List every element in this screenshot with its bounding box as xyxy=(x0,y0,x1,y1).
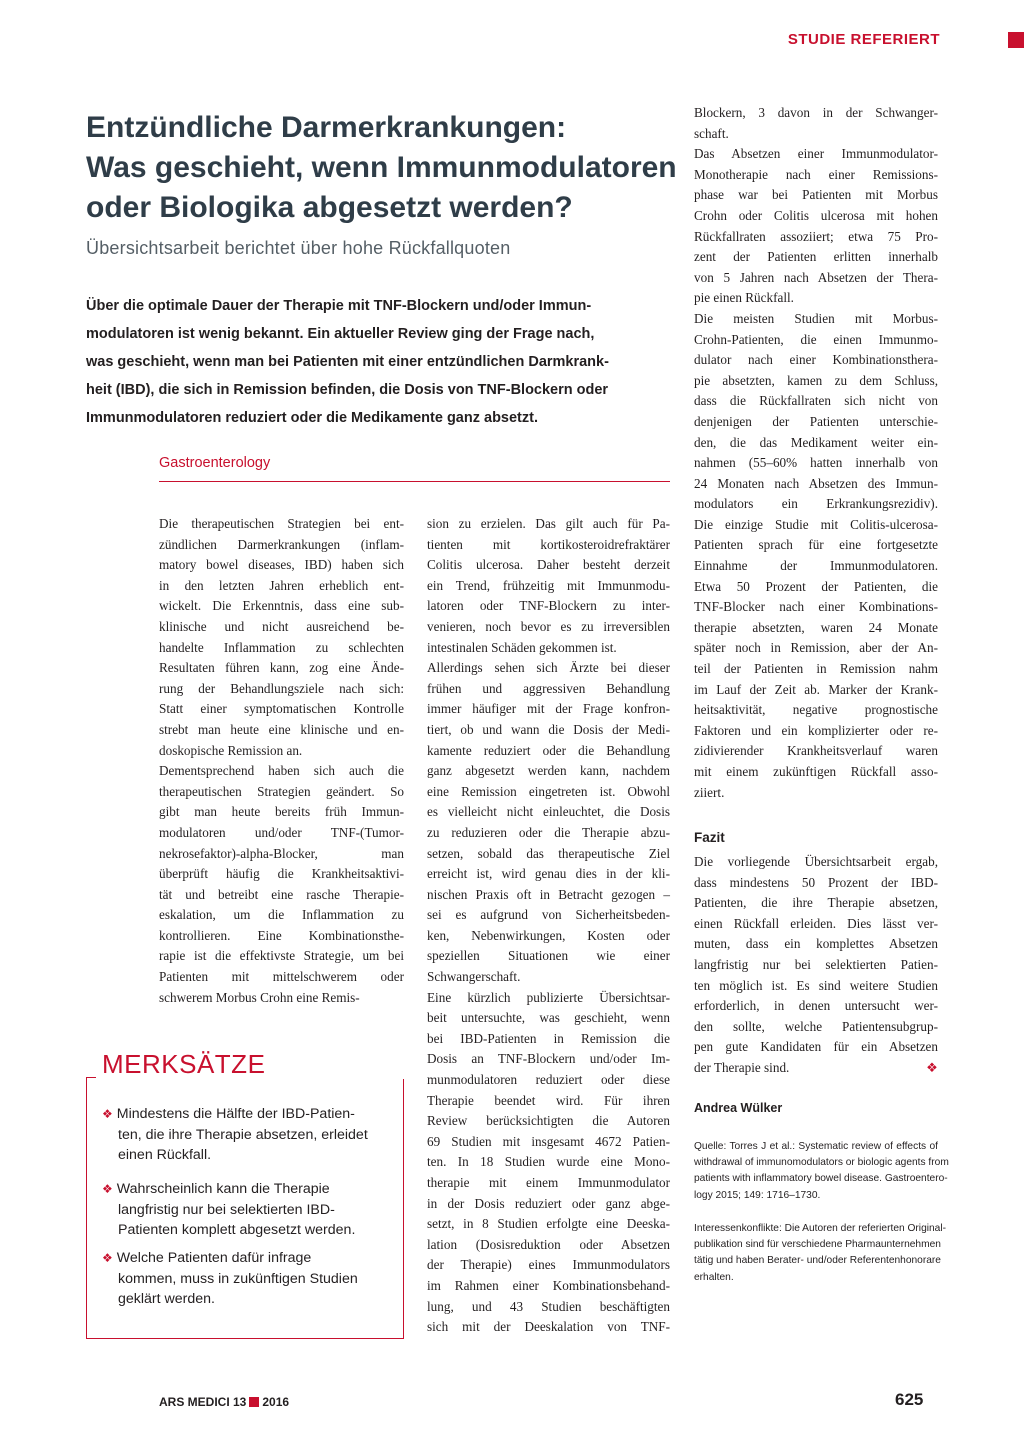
body-text-line: bei IBD-Patienten in Remission die xyxy=(427,1030,670,1046)
body-text-line: therapeutischen Strategien geändert. So xyxy=(159,783,404,799)
journal-year: 2016 xyxy=(262,1395,290,1409)
body-text-line: ten. In 18 Studien wurde eine Mono- xyxy=(427,1154,670,1170)
body-text-line: Colitis ulcerosa. Daher besteht derzeit xyxy=(427,557,670,573)
body-text-line: im Rahmen einer Kombinationsbehand- xyxy=(427,1277,670,1293)
body-column-2 xyxy=(427,514,670,1338)
fazit-line: dass mindestens 50 Prozent der IBD- xyxy=(694,874,938,890)
key-point-line: Patienten komplett abgesetzt werden. xyxy=(118,1222,356,1238)
body-text-line: rapie ist die effektivste Strategie, um bei xyxy=(159,948,404,964)
body-text-line: schwerem Morbus Crohn eine Remis- xyxy=(159,989,360,1005)
body-text-line: Etwa 50 Prozent der Patienten, die xyxy=(694,578,938,594)
body-text-line: Resultaten führen kann, zog eine Ände- xyxy=(159,660,404,676)
body-text-line: TNF-Blocker nach einer Kombinations- xyxy=(694,599,938,615)
body-text-line: Blockern, 3 davon in der Schwanger- xyxy=(694,105,938,120)
lead-line: Über die optimale Dauer der Therapie mit TNF-Blockern und/oder Immun- xyxy=(86,298,592,314)
body-text-line: Crohn oder Colitis ulcerosa mit hohen xyxy=(694,207,938,223)
fazit-paragraph xyxy=(694,852,938,1079)
body-text-line: klinische und nicht ausreichend be- xyxy=(159,618,404,634)
body-text-line: Die einzige Studie mit Colitis-ulcerosa- xyxy=(694,516,938,532)
article-title xyxy=(86,108,686,228)
body-text-line: zent der Patienten erlitten innerhalb xyxy=(694,249,938,265)
footer-journal xyxy=(159,1395,289,1409)
body-text-line: gibt man heute bereits früh Immun- xyxy=(159,804,404,820)
body-text-line: ein Trend, frühzeitig mit Immunmodu- xyxy=(427,577,670,593)
body-text-line: heitsaktivität, negative prognostische xyxy=(694,702,938,718)
citation-line: patients with inflammatory bowel disease. Gastroentero- xyxy=(694,1173,948,1185)
fazit-line: einen Rückfall erleiden. Dies lässt ver- xyxy=(694,915,938,931)
body-text-line: Statt einer symptomatischen Kontrolle xyxy=(159,701,404,717)
fazit-line: muten, dass ein komplettes Absetzen xyxy=(694,936,938,952)
body-text-line: schaft. xyxy=(694,125,729,141)
body-text-line: beit untersuchte, was geschieht, wenn xyxy=(427,1010,670,1026)
body-text-line: im Lauf der Zeit ab. Marker der Krank- xyxy=(694,681,938,697)
body-text-line: Einnahme der Immunmodulatoren. xyxy=(694,558,938,574)
body-text-line: sei es aufgrund von Sicherheitsbeden- xyxy=(427,907,670,923)
fazit-line: pen gute Kandidaten für ein Absetzen xyxy=(694,1039,938,1055)
key-point-line: ❖ Wahrscheinlich kann die Therapie xyxy=(102,1181,330,1197)
body-text-line: frühen und aggressiven Behandlung xyxy=(427,680,670,696)
key-points-title: MERKSÄTZE xyxy=(102,1049,266,1079)
body-text-line: Therapie beendet wird. Für ihren xyxy=(427,1092,670,1108)
body-text-line: 69 Studien mit insgesamt 4672 Patien- xyxy=(427,1133,670,1149)
body-text-line: therapie absetzten, waren 24 Monate xyxy=(694,619,938,635)
body-text-line: von 5 Jahren nach Absetzen der Thera- xyxy=(694,269,938,285)
body-text-line: erreicht ist, wird genau dies in der kli- xyxy=(427,866,670,882)
body-text-line: immer häufiger mit der Frage konfron- xyxy=(427,701,670,717)
fazit-line: langfristig nur bei selektierten Patien- xyxy=(694,956,938,972)
body-text-line: Crohn-Patienten, die einen Immunmo- xyxy=(694,331,938,347)
key-point-line: ten, die ihre Therapie absetzen, erleidet xyxy=(118,1126,368,1143)
body-text-line: ganz abgesetzt werden kann, nachdem xyxy=(427,763,670,779)
body-text-line: überprüft häufig die Krankheitsaktivi- xyxy=(159,866,404,882)
body-text-line: es vielleicht nicht einleuchtet, die Dosis xyxy=(427,804,670,820)
body-text-line: in den letzten Jahren erheblich ent- xyxy=(159,577,404,593)
body-text-line: intestinalen Schäden gekommen ist. xyxy=(427,639,617,655)
body-text-line: pie absetzten, kamen zu dem Schluss, xyxy=(694,372,938,388)
fazit-line: ten möglich ist. Es sind weitere Studien xyxy=(694,977,938,993)
author-name: Andrea Wülker xyxy=(694,1101,783,1115)
key-point-item xyxy=(102,1104,392,1166)
section-label: STUDIE REFERIERT xyxy=(787,31,940,48)
body-text-line: mit einem zukünftigen Rückfall asso- xyxy=(694,764,938,779)
lead-line: heit (IBD), die sich in Remission befinden, die Dosis von TNF-Blockern oder xyxy=(86,382,609,398)
diamond-bullet-icon: ❖ xyxy=(102,1182,113,1196)
key-points-title-gap xyxy=(270,1077,404,1079)
body-text-line: dulator nach einer Kombinationsthera- xyxy=(694,352,938,368)
lead-paragraph xyxy=(86,292,676,432)
fazit-line: erforderlich, in denen untersucht wer- xyxy=(694,998,938,1014)
body-text-line: matory bowel diseases, IBD) haben sich xyxy=(159,557,404,573)
conflicts-line: Interessenkonflikte: Die Autoren der referierten Original- xyxy=(694,1223,946,1234)
fazit-heading: Fazit xyxy=(694,830,725,845)
conflicts-line: tätig und haben Berater- und/oder Referentenhonorare xyxy=(694,1255,941,1267)
body-text-line: Das Absetzen einer Immunmodulator- xyxy=(694,146,938,162)
key-point-line: ❖ Mindestens die Hälfte der IBD-Patien- xyxy=(102,1106,355,1122)
body-text-line: lung, und 43 Studien beschäftigten xyxy=(427,1298,670,1314)
body-text-line: Die therapeutischen Strategien bei ent- xyxy=(159,516,404,531)
body-text-line: setzt, in 8 Studien erfolgte eine Deeska- xyxy=(427,1216,670,1232)
body-text-line: eskalation, um die Inflammation zu xyxy=(159,907,404,923)
body-text-line: Monotherapie nach einer Remissions- xyxy=(694,166,938,182)
body-text-line: handelte Inflammation zu schlechten xyxy=(159,639,404,655)
fazit-line: Patienten, die ihre Therapie absetzen, xyxy=(694,895,938,911)
key-point-line: kommen, muss in zukünftigen Studien xyxy=(118,1270,358,1287)
body-text-line: venieren, noch bevor es zu irreversiblen xyxy=(427,618,670,634)
conflicts-line: erhalten. xyxy=(694,1271,734,1283)
title-line: Entzündliche Darmerkrankungen: xyxy=(86,111,567,144)
body-text-line: denjenigen der Patienten unterschie- xyxy=(694,413,938,429)
body-text-line: setzen, sobald das therapeutische Ziel xyxy=(427,845,670,861)
title-line: Was geschieht, wenn Immunmodulatoren xyxy=(86,151,677,184)
lead-line: modulatoren ist wenig bekannt. Ein aktueller Review ging der Frage nach, xyxy=(86,326,595,342)
body-text-line: latoren oder TNF-Blockern zu inter- xyxy=(427,598,670,614)
body-text-line: zu reduzieren oder die Therapie abzu- xyxy=(427,824,670,840)
source-citation xyxy=(694,1139,949,1204)
key-point-line: ❖ Welche Patienten dafür infrage xyxy=(102,1250,312,1266)
body-text-line: tät und betreibt eine rasche Therapie- xyxy=(159,886,404,902)
body-text-line: nekrosefaktor)-alpha-Blocker, man xyxy=(159,845,404,861)
body-column-3 xyxy=(694,103,938,803)
body-text-line: therapie mit einem Immunmodulator xyxy=(427,1175,670,1190)
footer-marker-square xyxy=(249,1397,259,1407)
page-number: 625 xyxy=(895,1390,924,1409)
body-text-line: Rückfallraten assoziiert; etwa 75 Pro- xyxy=(694,228,938,244)
body-text-line: teil der Patienten in Remission nahm xyxy=(694,661,938,677)
article-subtitle: Übersichtsarbeit berichtet über hohe Rückfallquoten xyxy=(86,238,511,258)
lead-line: Immunmodulatoren reduziert oder die Medikamente ganz absetzt. xyxy=(86,410,538,426)
body-text-line: phase war bei Patienten mit Morbus xyxy=(694,187,938,203)
fazit-line: den sollte, welche Patientensubgrup- xyxy=(694,1018,938,1034)
body-text-line: kontrollieren. Eine Kombinationsthe- xyxy=(159,927,404,943)
body-text-line: modulators ein Erkrankungsrezidiv). xyxy=(694,496,938,512)
fazit-line: der Therapie sind. ❖ xyxy=(694,1058,938,1079)
body-text-line: Schwangerschaft. xyxy=(427,969,521,985)
body-text-line: tiert, ob und wann die Dosis der Medi- xyxy=(427,721,670,737)
source-journal-label: Gastroenterology xyxy=(159,455,271,471)
key-point-item xyxy=(102,1179,392,1241)
end-of-article-icon: ❖ xyxy=(926,1059,938,1075)
body-text-line: in der Dosis reduziert oder ganz abge- xyxy=(427,1195,670,1211)
body-text-line: den, die das Medikament weiter ein- xyxy=(694,434,938,450)
body-text-line: Dosis an TNF-Blockern und/oder Im- xyxy=(427,1051,670,1067)
body-text-line: Allerdings sehen sich Ärzte bei dieser xyxy=(427,660,670,676)
body-text-line: sion zu erzielen. Das gilt auch für Pa- xyxy=(427,516,670,531)
body-text-line: Patienten mit mittelschwerem oder xyxy=(159,969,404,985)
citation-line: logy 2015; 149: 1716–1730. xyxy=(694,1189,821,1201)
body-text-line: dass die Rückfallraten sich nicht von xyxy=(694,393,938,409)
conflicts-line: publikation sind für verschiedene Pharmaunternehmen xyxy=(694,1239,941,1251)
diamond-bullet-icon: ❖ xyxy=(102,1251,113,1265)
citation-line: Quelle: Torres J et al.: Systematic review of effects of xyxy=(694,1141,938,1152)
key-point-line: geklärt werden. xyxy=(118,1291,215,1307)
body-text-line: ken, Nebenwirkungen, Kosten oder xyxy=(427,927,670,943)
section-marker-square xyxy=(1008,32,1024,48)
lead-line: was geschieht, wenn man bei Patienten mit einer entzündlichen Darmkrank- xyxy=(86,354,609,370)
body-column-1 xyxy=(159,514,404,1008)
body-text-line: nahmen (55–60% hatten innerhalb von xyxy=(694,455,938,471)
body-text-line: rung der Behandlungsziele nach sich: xyxy=(159,680,404,696)
body-text-line: pie einen Rückfall. xyxy=(694,290,794,306)
title-line: oder Biologika abgesetzt werden? xyxy=(86,191,573,224)
conflicts-of-interest xyxy=(694,1221,946,1286)
body-text-line: nischen Praxis oft in Betracht gezogen – xyxy=(427,886,670,902)
key-point-line: langfristig nur bei selektierten IBD- xyxy=(118,1201,335,1218)
body-text-line: der Therapie) eines Immunmodulators xyxy=(427,1257,670,1273)
body-text-line: Faktoren und ein komplizierter oder re- xyxy=(694,722,938,738)
body-text-line: später noch in Remission, aber der An- xyxy=(694,640,938,656)
journal-issue: ARS MEDICI 13 xyxy=(159,1395,247,1409)
body-text-line: kamente reduziert oder die Behandlung xyxy=(427,742,670,758)
body-text-line: zidivierender Krankheitsverlauf waren xyxy=(694,743,938,759)
key-point-line: einen Rückfall. xyxy=(118,1147,212,1163)
body-text-line: ziiert. xyxy=(694,784,725,800)
key-points-title-wrap xyxy=(96,1049,271,1080)
body-text-line: munmodulatoren reduziert oder diese xyxy=(427,1072,670,1088)
body-text-line: Eine kürzlich publizierte Übersichtsar- xyxy=(427,989,670,1005)
body-text-line: doskopische Remission an. xyxy=(159,742,303,758)
citation-line: withdrawal of immunomodulators or biologic agents from xyxy=(694,1157,949,1169)
body-text-line: modulatoren und/oder TNF-(Tumor- xyxy=(159,824,404,840)
body-text-line: 24 Monaten nach Absetzen des Immun- xyxy=(694,475,938,491)
body-text-line: speziellen Situationen wie einer xyxy=(427,948,670,964)
key-point-item xyxy=(102,1248,392,1310)
body-text-line: Dementsprechend haben sich auch die xyxy=(159,763,404,779)
fazit-line: Die vorliegende Übersichtsarbeit ergab, xyxy=(694,854,938,869)
source-divider xyxy=(159,481,670,482)
body-text-line: strebt man heute eine klinische und en- xyxy=(159,721,404,737)
diamond-bullet-icon: ❖ xyxy=(102,1107,113,1121)
body-text-line: eine Remission eingetreten ist. Obwohl xyxy=(427,783,670,799)
body-text-line: sich mit der Deeskalation von TNF- xyxy=(427,1319,670,1335)
body-text-line: zündlichen Darmerkrankungen (inflam- xyxy=(159,536,404,552)
body-text-line: tienten mit kortikosteroidrefraktärer xyxy=(427,536,670,552)
body-text-line: Die meisten Studien mit Morbus- xyxy=(694,310,938,326)
body-text-line: wickelt. Die Erkenntnis, dass eine sub- xyxy=(159,598,404,614)
body-text-line: lation (Dosisreduktion oder Absetzen xyxy=(427,1236,670,1252)
body-text-line: Patienten sprach für eine fortgesetzte xyxy=(694,537,938,553)
body-text-line: Review berücksichtigten die Autoren xyxy=(427,1113,670,1129)
